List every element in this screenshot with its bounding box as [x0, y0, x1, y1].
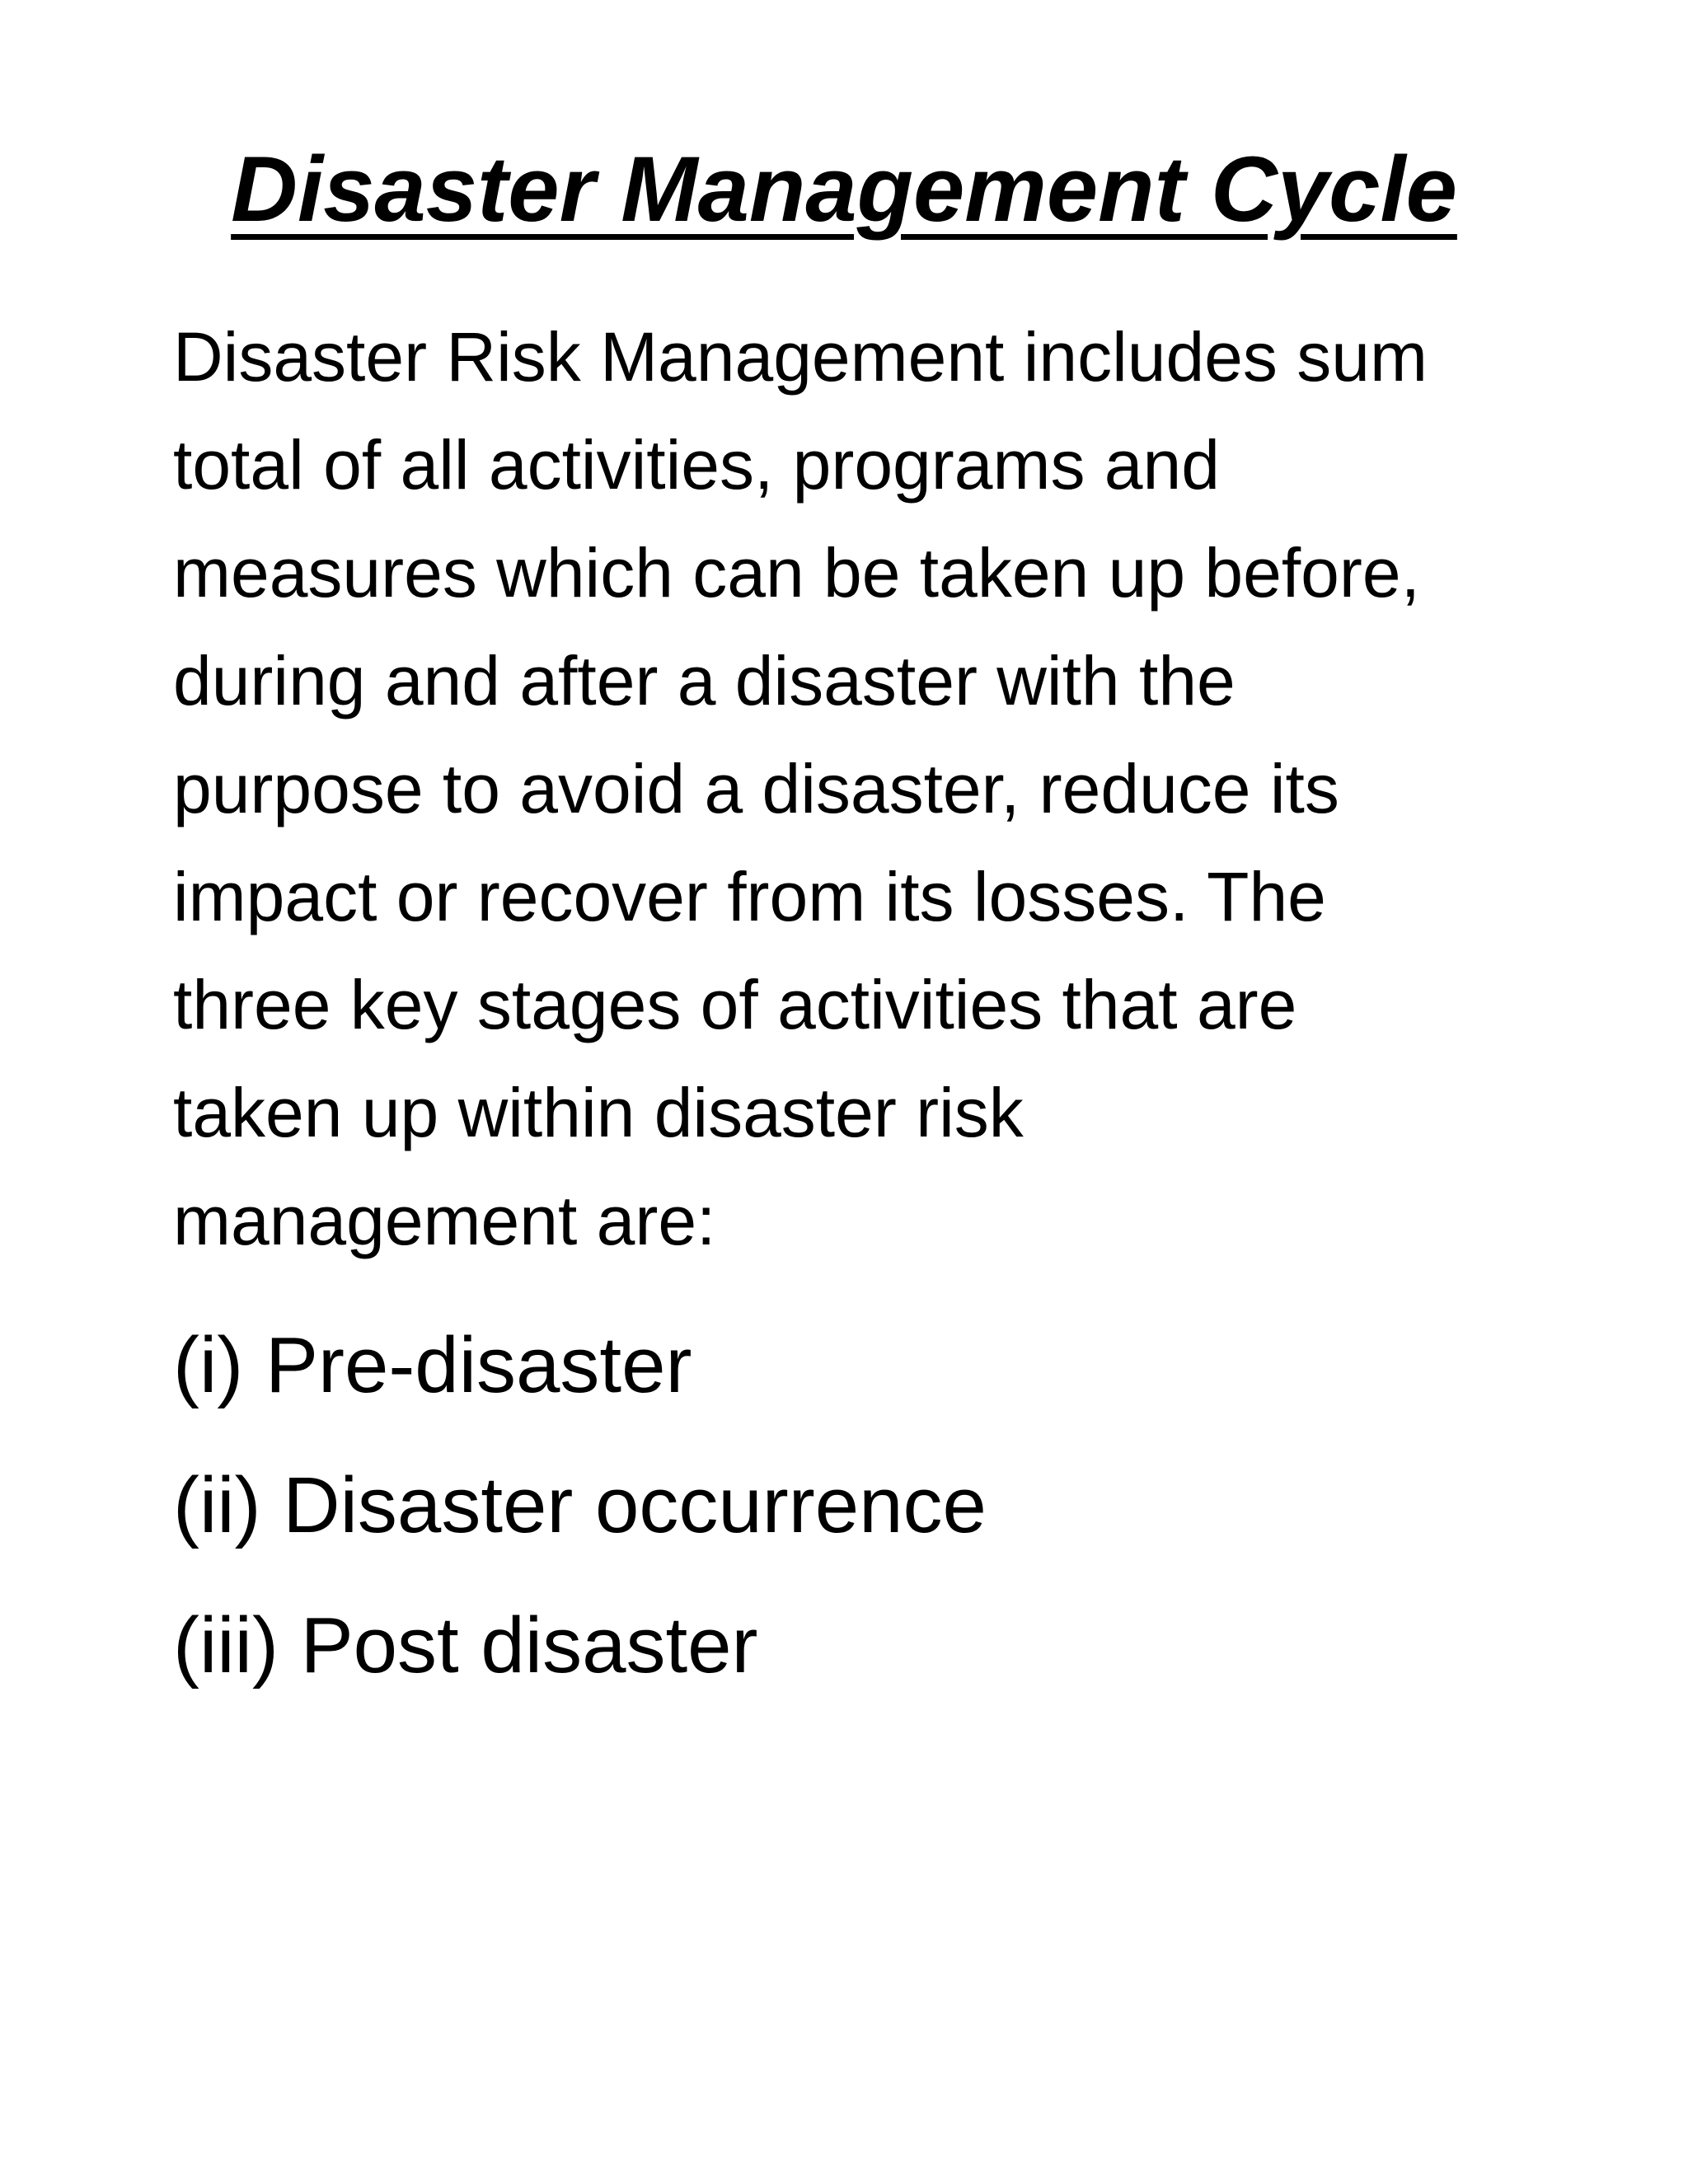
- stage-item-post-disaster: (iii) Post disaster: [173, 1601, 758, 1690]
- paragraph-line: impact or recover from its losses. The: [173, 858, 1326, 935]
- paragraph-line: three key stages of activities that are: [173, 966, 1297, 1043]
- paragraph-line: during and after a disaster with the: [173, 642, 1236, 719]
- intro-paragraph: [173, 303, 1525, 1275]
- stage-item-pre-disaster: (i) Pre-disaster: [173, 1321, 692, 1409]
- paragraph-line: taken up within disaster risk: [173, 1074, 1024, 1151]
- stage-item-disaster-occurrence: (ii) Disaster occurrence: [173, 1461, 987, 1549]
- paragraph-line: management are:: [173, 1182, 716, 1259]
- page-title: Disaster Management Cycle: [231, 138, 1457, 241]
- stages-list: [173, 1296, 987, 1716]
- paragraph-line: Disaster Risk Management includes sum: [173, 318, 1428, 396]
- paragraph-line: total of all activities, programs and: [173, 426, 1220, 504]
- paragraph-line: measures which can be taken up before,: [173, 534, 1420, 612]
- paragraph-line: purpose to avoid a disaster, reduce its: [173, 750, 1339, 827]
